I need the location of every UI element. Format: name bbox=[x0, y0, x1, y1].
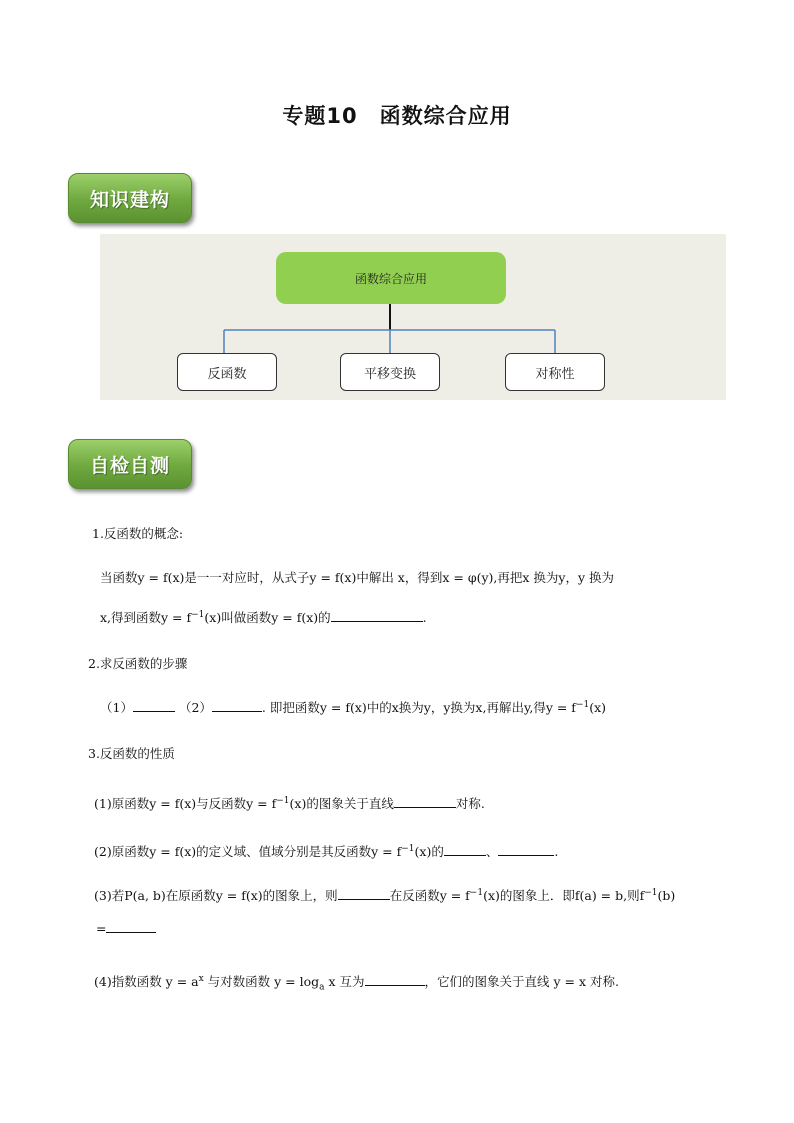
blank-domain bbox=[444, 843, 486, 856]
superscript: −1 bbox=[276, 795, 290, 806]
superscript: x bbox=[198, 973, 204, 984]
section-tab-self-test: 自检自测 bbox=[68, 439, 192, 489]
text-span: x 互为 bbox=[324, 974, 365, 989]
text-span: (x)的图象上．即f(a) = b,则f bbox=[483, 888, 645, 903]
text-span: . bbox=[554, 844, 559, 859]
blank-inverse-function bbox=[331, 609, 423, 622]
blank-step-1 bbox=[133, 699, 175, 712]
text-span: (3)若P(a, b)在原函数y = f(x)的图象上，则 bbox=[94, 888, 338, 903]
text-span: (1)原函数y = f(x)与反函数y = f bbox=[94, 796, 277, 811]
subscript: a bbox=[319, 982, 325, 993]
blank-inverse-relation bbox=[365, 973, 425, 986]
property-3-line1 bbox=[94, 886, 675, 904]
text-span: (x) bbox=[589, 700, 607, 715]
paragraph-concept-line2 bbox=[100, 608, 427, 626]
superscript: −1 bbox=[401, 843, 415, 854]
page-title: 专题10 函数综合应用 bbox=[282, 104, 512, 128]
text-span: (x)的图象关于直线 bbox=[289, 796, 394, 811]
superscript: −1 bbox=[469, 887, 484, 898]
property-4 bbox=[94, 972, 619, 993]
heading-properties: 3.反函数的性质 bbox=[88, 746, 175, 761]
text-span: = bbox=[96, 921, 107, 936]
blank-point bbox=[338, 887, 390, 900]
blank-symmetry-line bbox=[394, 795, 456, 808]
blank-step-2 bbox=[212, 699, 262, 712]
diagram-root-node: 函数综合应用 bbox=[276, 252, 506, 304]
step-2-label: （2） bbox=[178, 700, 212, 715]
text-span: 与对数函数 y = log bbox=[203, 974, 320, 989]
blank-inverse-value bbox=[106, 920, 156, 933]
text-span: 、 bbox=[485, 844, 499, 859]
diagram-leaf-translation: 平移变换 bbox=[340, 353, 440, 391]
text-span: 在反函数y = f bbox=[389, 888, 470, 903]
paragraph-concept-line1: 当函数y = f(x)是一一对应时，从式子y = f(x)中解出 x，得到x = φ(y),再把x 换为y，y 换为 bbox=[100, 570, 614, 585]
paragraph-steps bbox=[100, 698, 606, 716]
property-3-line2 bbox=[96, 920, 156, 936]
property-2 bbox=[94, 842, 558, 860]
superscript: −1 bbox=[191, 609, 205, 620]
text-span: 对称. bbox=[455, 796, 485, 811]
text-span: . bbox=[422, 610, 427, 625]
heading-steps: 2.求反函数的步骤 bbox=[88, 656, 188, 671]
property-1 bbox=[94, 794, 485, 812]
text-span: (x)的 bbox=[414, 844, 444, 859]
blank-range bbox=[498, 843, 554, 856]
text-span: (b) bbox=[657, 888, 676, 903]
text-span: . 即把函数y = f(x)中的x换为y，y换为x,再解出y,得y = f bbox=[261, 700, 576, 715]
text-span: x,得到函数y = f bbox=[100, 610, 192, 625]
text-span: (4)指数函数 y = a bbox=[94, 974, 199, 989]
section-tab-knowledge: 知识建构 bbox=[68, 173, 192, 223]
text-span: (2)原函数y = f(x)的定义域、值域分别是其反函数y = f bbox=[94, 844, 402, 859]
superscript: −1 bbox=[644, 887, 658, 898]
text-span: ，它们的图象关于直线 y = x 对称. bbox=[424, 974, 619, 989]
superscript: −1 bbox=[575, 699, 590, 710]
heading-inverse-concept: 1.反函数的概念: bbox=[92, 526, 184, 541]
text-span: (x)叫做函数y = f(x)的 bbox=[204, 610, 331, 625]
step-1-label: （1） bbox=[100, 700, 133, 715]
diagram-leaf-inverse-function: 反函数 bbox=[177, 353, 277, 391]
diagram-leaf-symmetry: 对称性 bbox=[505, 353, 605, 391]
